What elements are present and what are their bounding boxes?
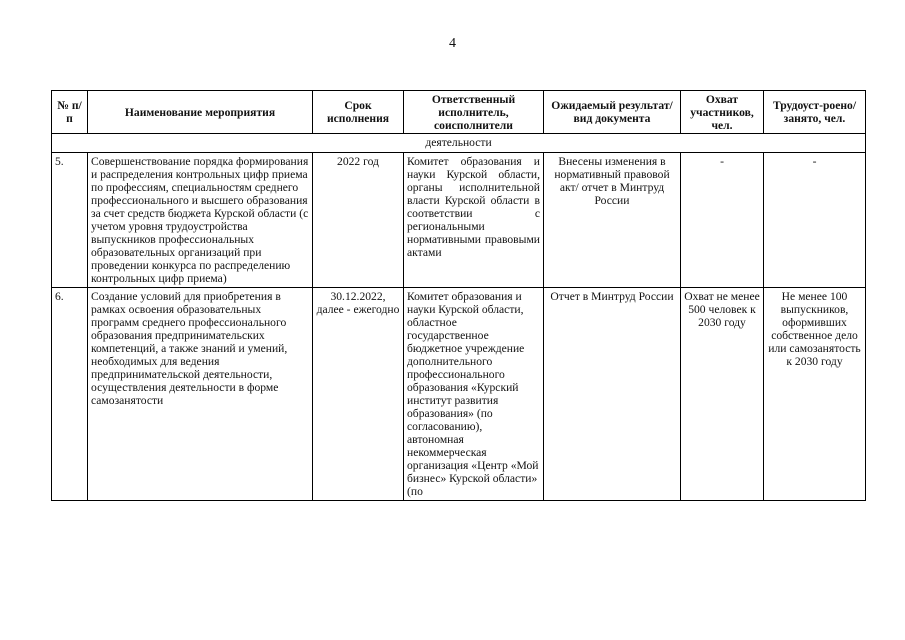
header-coverage: Охват участников, чел. <box>681 91 764 134</box>
row-responsible <box>404 288 544 501</box>
table-header-row <box>52 91 866 134</box>
header-result: Ожидаемый результат/вид документа <box>544 91 681 134</box>
row-responsible-text: Комитет образования и науки Курской области, областное государственное бюджетное учреждение дополнительного профессионального образования «Курский институт развития образования» (по согласованию), автономная некоммерческая организация «Центр «Мой бизнес» Курской области» (по <box>407 290 539 498</box>
header-term: Срок исполнения <box>313 91 404 134</box>
row-term: 2022 год <box>313 153 404 288</box>
row-name: Совершенствование порядка формирования и распределения контрольных цифр приема по профессиям, специальностям среднего профессионального и высшего образования за счет средств бюджета Курской области (с учетом уровня трудоустройства выпускников профессиональных образовательных организаций при проведении конкурса по распределению контрольных цифр приема) <box>88 153 313 288</box>
header-name: Наименование мероприятия <box>88 91 313 134</box>
continuation-text: деятельности <box>52 134 866 153</box>
continuation-row <box>52 134 866 153</box>
header-num: № п/п <box>52 91 88 134</box>
row-term: 30.12.2022, далее - ежегодно <box>313 288 404 501</box>
header-responsible: Ответственный исполнитель, соисполнители <box>404 91 544 134</box>
row-employed: - <box>764 153 866 288</box>
events-table <box>51 90 866 501</box>
page-number: 4 <box>449 36 456 51</box>
row-num: 6. <box>52 288 88 501</box>
table-row <box>52 153 866 288</box>
row-result: Внесены изменения в нормативный правовой акт/ отчет в Минтруд России <box>544 153 681 288</box>
table-row <box>52 288 866 501</box>
row-coverage: - <box>681 153 764 288</box>
row-coverage: Охват не менее 500 человек к 2030 году <box>681 288 764 501</box>
row-employed: Не менее 100 выпускников, оформивших собственное дело или самозанятость к 2030 году <box>764 288 866 501</box>
row-result: Отчет в Минтруд России <box>544 288 681 501</box>
row-name: Создание условий для приобретения в рамках освоения образовательных программ среднего профессионального образования предпринимательских компетенций, а также знаний и умений, необходимых для ведения предпринимательской деятельности, осуществления деятельности в форме самозанятости <box>88 288 313 501</box>
row-responsible: Комитет образования и науки Курской области, органы исполнительной власти Курской области в соответствии с региональными нормативными правовыми актами <box>404 153 544 288</box>
header-employed: Трудоуст-роено/занято, чел. <box>764 91 866 134</box>
row-num: 5. <box>52 153 88 288</box>
